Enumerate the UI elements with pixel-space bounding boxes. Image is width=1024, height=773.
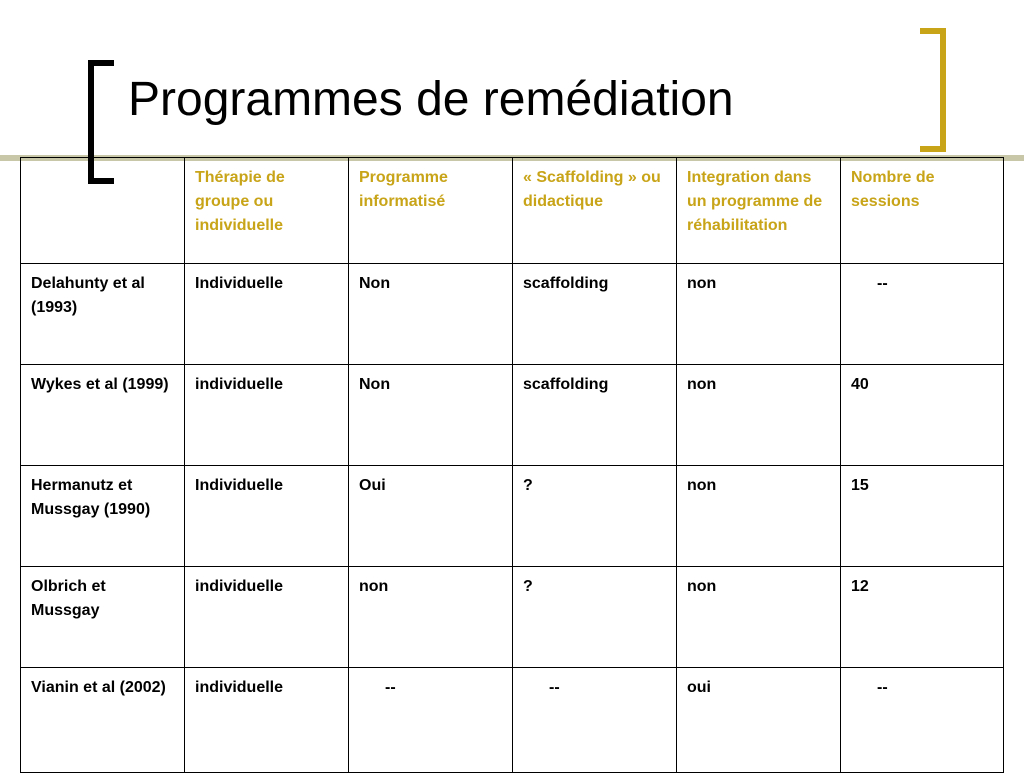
cell-therapy: individuelle: [185, 567, 349, 668]
cell-integration: non: [677, 466, 841, 567]
cell-sessions-value: --: [877, 679, 888, 696]
header-cell-integration: Integration dans un programme de réhabilitation: [677, 158, 841, 264]
cell-computerized: Non: [349, 365, 513, 466]
cell-integration: oui: [677, 668, 841, 773]
cell-integration: non: [677, 264, 841, 365]
header-cell-sessions: Nombre de sessions: [841, 158, 1004, 264]
header-cell-empty: [21, 158, 185, 264]
cell-study: Hermanutz et Mussgay (1990): [21, 466, 185, 567]
cell-sessions: 40: [841, 365, 1004, 466]
cell-therapy: individuelle: [185, 365, 349, 466]
cell-integration: non: [677, 365, 841, 466]
header-cell-computerized: Programme informatisé: [349, 158, 513, 264]
cell-sessions: [841, 264, 1004, 365]
cell-therapy: individuelle: [185, 668, 349, 773]
cell-computerized: non: [349, 567, 513, 668]
cell-study: Delahunty et al (1993): [21, 264, 185, 365]
cell-therapy: Individuelle: [185, 264, 349, 365]
table-row: [21, 567, 1004, 668]
cell-sessions: 15: [841, 466, 1004, 567]
table-row: [21, 264, 1004, 365]
header-cell-therapy: Thérapie de groupe ou individuelle: [185, 158, 349, 264]
cell-scaffolding: ?: [513, 466, 677, 567]
cell-computerized-value: --: [385, 679, 396, 696]
cell-study: Wykes et al (1999): [21, 365, 185, 466]
cell-scaffolding-value: --: [549, 679, 560, 696]
header-cell-scaffolding: « Scaffolding » ou didactique: [513, 158, 677, 264]
cell-scaffolding: ?: [513, 567, 677, 668]
table-row: [21, 668, 1004, 773]
cell-study: Vianin et al (2002): [21, 668, 185, 773]
cell-study: Olbrich et Mussgay: [21, 567, 185, 668]
cell-computerized: Oui: [349, 466, 513, 567]
cell-computerized: [349, 668, 513, 773]
remediation-table: [20, 157, 1004, 773]
cell-sessions-value: --: [877, 275, 888, 292]
cell-therapy: Individuelle: [185, 466, 349, 567]
right-bracket-decoration: [920, 28, 946, 152]
cell-sessions: 12: [841, 567, 1004, 668]
cell-scaffolding: scaffolding: [513, 365, 677, 466]
header-row: [21, 158, 1004, 264]
cell-integration: non: [677, 567, 841, 668]
table-row: [21, 466, 1004, 567]
cell-scaffolding: scaffolding: [513, 264, 677, 365]
cell-computerized: Non: [349, 264, 513, 365]
cell-scaffolding: [513, 668, 677, 773]
slide-title: Programmes de remédiation: [128, 73, 734, 126]
table-row: [21, 365, 1004, 466]
cell-sessions: [841, 668, 1004, 773]
